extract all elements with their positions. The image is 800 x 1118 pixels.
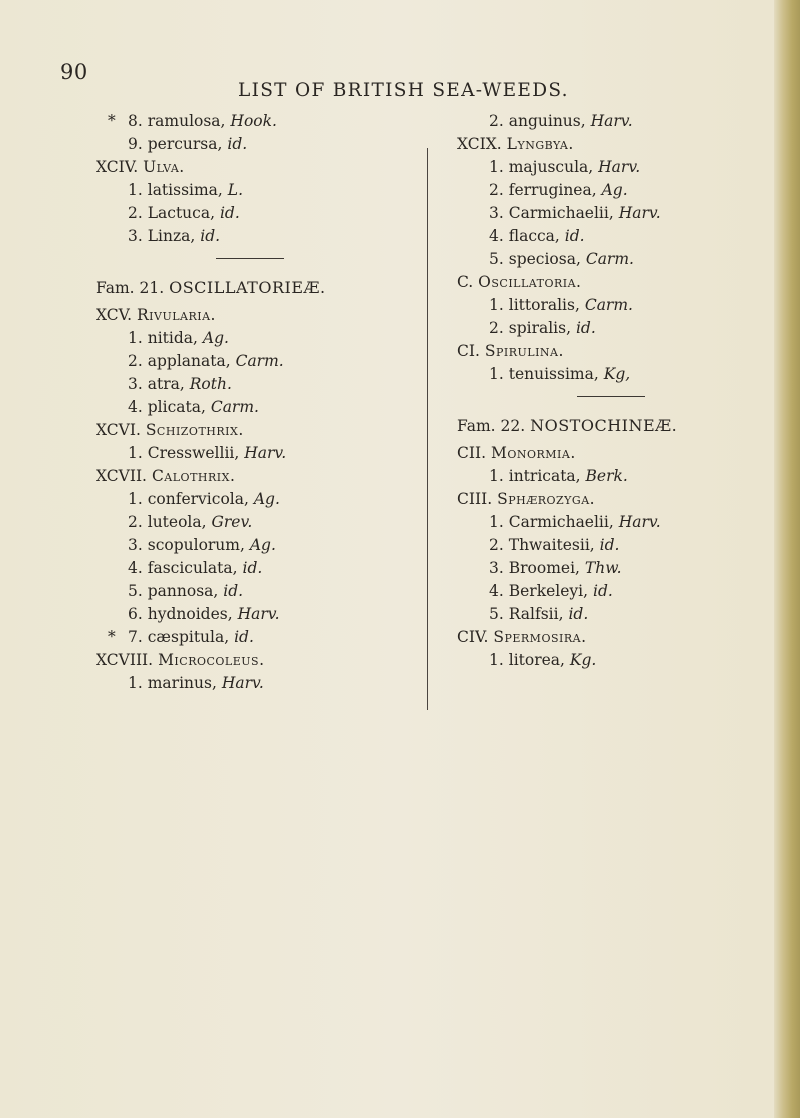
species-authority: id. [223, 582, 244, 600]
species-name: luteola, [147, 513, 207, 531]
species-authority: id. [200, 227, 221, 245]
species-number: 5. [489, 605, 504, 623]
species-authority: id. [575, 319, 596, 337]
species-entry [96, 179, 446, 202]
species-name: anguinus, [508, 112, 586, 130]
species-name: marinus, [147, 674, 217, 692]
species-authority: Harv. [618, 513, 661, 531]
species-name: flacca, [508, 227, 560, 245]
species-name: ramulosa, [147, 112, 226, 130]
family-name: NOSTOCHINEÆ. [530, 416, 678, 435]
species-name: applanata, [147, 352, 231, 370]
species-authority: Harv. [244, 444, 287, 462]
species-authority: id. [227, 135, 248, 153]
genus-heading [457, 133, 800, 156]
species-entry [457, 557, 800, 580]
species-authority: Carm. [210, 398, 259, 416]
species-entry [457, 317, 800, 340]
family-heading [457, 410, 800, 442]
genus-number: XCVIII. [96, 651, 154, 669]
genus-number: XCIX. [457, 135, 502, 153]
species-authority: Harv. [590, 112, 633, 130]
genus-name: Sphærozyga. [497, 490, 596, 508]
species-authority: Kg, [603, 365, 631, 383]
species-number: 8. [128, 112, 143, 130]
genus-heading [457, 442, 800, 465]
family-heading [96, 272, 446, 304]
genus-name: Oscillatoria. [478, 273, 582, 291]
genus-number: CII. [457, 444, 487, 462]
genus-name: Lyngbya. [506, 135, 574, 153]
genus-heading [457, 488, 800, 511]
species-name: fasciculata, [147, 559, 238, 577]
genus-heading [96, 156, 446, 179]
species-entry [457, 534, 800, 557]
species-number: 2. [128, 352, 143, 370]
species-authority: Harv. [237, 605, 280, 623]
species-entry [96, 373, 446, 396]
species-authority: id. [564, 227, 585, 245]
species-name: cæspitula, [147, 628, 230, 646]
rule-line-mark [216, 258, 284, 259]
rule-line-mark [577, 396, 645, 397]
species-number: 1. [128, 444, 143, 462]
species-authority: id. [242, 559, 263, 577]
species-name: spiralis, [508, 319, 572, 337]
species-name: nitida, [147, 329, 198, 347]
genus-name: Calothrix. [151, 467, 236, 485]
genus-name: Rivularia. [136, 306, 216, 324]
species-number: 5. [128, 582, 143, 600]
family-number: Fam. 22. [457, 417, 526, 435]
species-entry [96, 672, 446, 695]
species-entry [457, 202, 800, 225]
species-authority: Hook. [230, 112, 277, 130]
species-number: 4. [489, 227, 504, 245]
species-name: Carmichaelii, [508, 513, 614, 531]
species-entry [96, 626, 446, 649]
species-entry [457, 294, 800, 317]
species-name: Carmichaelii, [508, 204, 614, 222]
species-authority: id. [599, 536, 620, 554]
genus-number: C. [457, 273, 474, 291]
species-authority: Ag. [202, 329, 229, 347]
species-number: 1. [489, 651, 504, 669]
species-name: littoralis, [508, 296, 580, 314]
species-authority: Carm. [584, 296, 633, 314]
species-authority: Harv. [221, 674, 264, 692]
species-number: 1. [489, 158, 504, 176]
genus-number: XCV. [96, 306, 133, 324]
species-number: 5. [489, 250, 504, 268]
species-entry [96, 350, 446, 373]
species-name: atra, [147, 375, 185, 393]
species-entry [457, 580, 800, 603]
species-authority: Carm. [585, 250, 634, 268]
genus-number: XCVII. [96, 467, 147, 485]
species-entry [457, 465, 800, 488]
genus-heading [457, 340, 800, 363]
species-entry [96, 225, 446, 248]
species-name: majuscula, [508, 158, 594, 176]
species-number: 2. [489, 181, 504, 199]
species-entry [96, 603, 446, 626]
species-number: 2. [128, 513, 143, 531]
species-entry [96, 511, 446, 534]
family-number: Fam. 21. [96, 279, 165, 297]
species-name: Berkeleyi, [508, 582, 589, 600]
species-name: litorea, [508, 651, 565, 669]
species-entry [457, 225, 800, 248]
species-name: Cresswellii, [147, 444, 240, 462]
species-authority: Kg. [569, 651, 597, 669]
page-number: 90 [60, 60, 88, 84]
species-name: Broomei, [508, 559, 580, 577]
species-number: 6. [128, 605, 143, 623]
species-authority: Roth. [189, 375, 232, 393]
species-entry [96, 442, 446, 465]
section-rule [457, 386, 800, 410]
species-entry [457, 363, 800, 386]
species-number: 4. [489, 582, 504, 600]
species-number: 3. [489, 204, 504, 222]
species-number: 1. [128, 490, 143, 508]
species-entry [457, 603, 800, 626]
genus-name: Microcoleus. [158, 651, 265, 669]
species-number: 1. [489, 513, 504, 531]
species-entry [96, 488, 446, 511]
asterisk-mark: * [108, 112, 116, 130]
species-name: intricata, [508, 467, 581, 485]
species-number: 1. [128, 181, 143, 199]
species-number: 2. [489, 319, 504, 337]
genus-heading [96, 419, 446, 442]
genus-name: Spirulina. [484, 342, 564, 360]
species-authority: Thw. [584, 559, 622, 577]
species-authority: Ag. [601, 181, 628, 199]
species-name: confervicola, [147, 490, 249, 508]
left-column [96, 110, 446, 695]
species-number: 9. [128, 135, 143, 153]
species-number: 2. [128, 204, 143, 222]
column-divider [427, 148, 428, 710]
species-authority: Carm. [235, 352, 284, 370]
species-name: Ralfsii, [508, 605, 564, 623]
species-entry [96, 580, 446, 603]
species-number: 1. [489, 296, 504, 314]
species-entry [457, 248, 800, 271]
genus-name: Monormia. [490, 444, 576, 462]
species-entry [96, 110, 446, 133]
species-entry [457, 179, 800, 202]
species-number: 7. [128, 628, 143, 646]
species-name: Lactuca, [147, 204, 216, 222]
species-entry [96, 202, 446, 225]
genus-number: XCVI. [96, 421, 141, 439]
species-number: 2. [489, 536, 504, 554]
species-number: 1. [128, 674, 143, 692]
species-entry [457, 110, 800, 133]
genus-heading [96, 465, 446, 488]
genus-heading [457, 626, 800, 649]
species-number: 4. [128, 398, 143, 416]
species-authority: Ag. [249, 536, 276, 554]
species-entry [96, 534, 446, 557]
species-number: 3. [128, 536, 143, 554]
species-name: Thwaitesii, [508, 536, 595, 554]
species-number: 4. [128, 559, 143, 577]
species-number: 1. [489, 365, 504, 383]
species-number: 3. [489, 559, 504, 577]
species-number: 3. [128, 375, 143, 393]
genus-name: Schizothrix. [145, 421, 244, 439]
genus-number: CIV. [457, 628, 489, 646]
running-head: LIST OF BRITISH SEA-WEEDS. [238, 80, 569, 101]
species-authority: id. [234, 628, 254, 646]
species-number: 3. [128, 227, 143, 245]
species-number: 1. [128, 329, 143, 347]
section-rule [96, 248, 446, 272]
asterisk-mark: * [108, 628, 116, 646]
genus-number: CI. [457, 342, 480, 360]
genus-number: CIII. [457, 490, 493, 508]
species-number: 1. [489, 467, 504, 485]
species-name: tenuissima, [508, 365, 599, 383]
species-number: 2. [489, 112, 504, 130]
species-authority: Ag. [253, 490, 280, 508]
genus-heading [457, 271, 800, 294]
species-name: latissima, [147, 181, 223, 199]
species-authority: id. [568, 605, 589, 623]
species-entry [457, 156, 800, 179]
species-name: percursa, [147, 135, 223, 153]
species-authority: Harv. [598, 158, 641, 176]
right-column [457, 110, 800, 672]
species-name: plicata, [147, 398, 206, 416]
genus-heading [96, 649, 446, 672]
species-entry [457, 649, 800, 672]
species-name: Linza, [147, 227, 196, 245]
genus-number: XCIV. [96, 158, 139, 176]
species-authority: Grev. [211, 513, 253, 531]
species-name: ferruginea, [508, 181, 597, 199]
species-entry [457, 511, 800, 534]
genus-name: Spermosira. [493, 628, 587, 646]
genus-heading [96, 304, 446, 327]
species-name: pannosa, [147, 582, 219, 600]
species-authority: id. [592, 582, 613, 600]
species-name: scopulorum, [147, 536, 245, 554]
species-authority: Harv. [618, 204, 661, 222]
species-name: speciosa, [508, 250, 581, 268]
species-entry [96, 396, 446, 419]
species-authority: Berk. [585, 467, 628, 485]
species-name: hydnoides, [147, 605, 233, 623]
family-name: OSCILLATORIEÆ. [169, 278, 326, 297]
species-entry [96, 557, 446, 580]
species-entry [96, 327, 446, 350]
species-entry [96, 133, 446, 156]
genus-name: Ulva. [143, 158, 185, 176]
species-authority: L. [227, 181, 244, 199]
species-authority: id. [219, 204, 240, 222]
